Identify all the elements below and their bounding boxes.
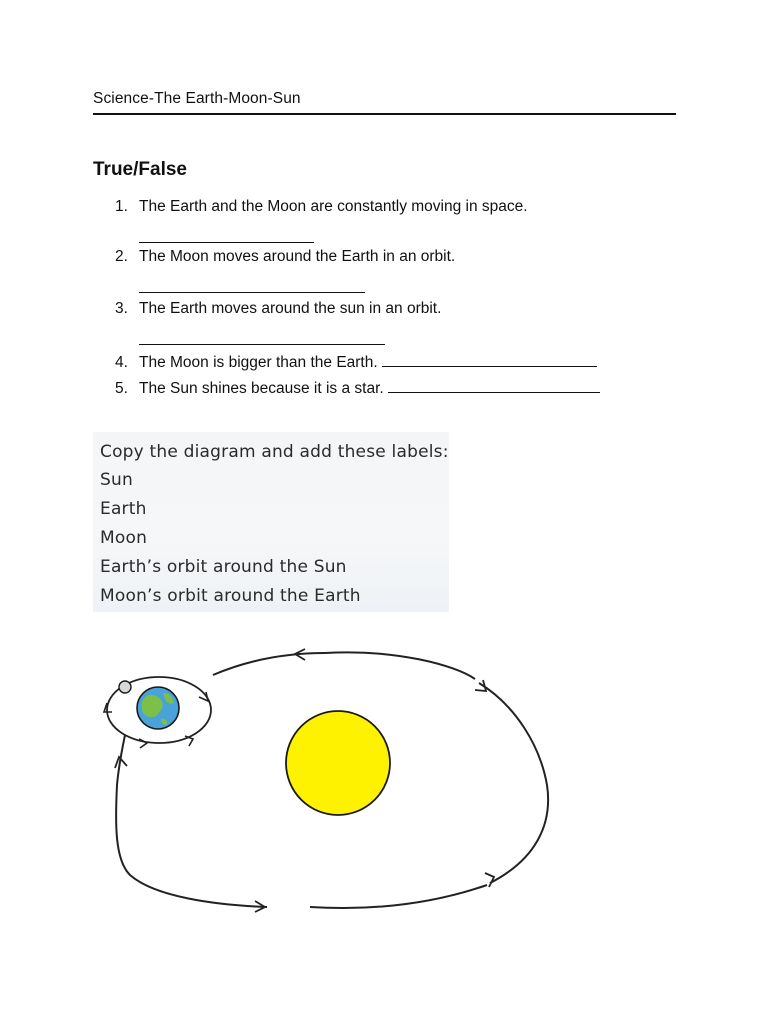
answer-blank[interactable] [139, 344, 385, 345]
question-text: The Moon moves around the Earth in an orbit. [139, 248, 456, 265]
worksheet-title: Science-The Earth-Moon-Sun [93, 90, 301, 107]
question-2 [115, 248, 455, 266]
question-text: The Moon is bigger than the Earth. [139, 354, 378, 371]
question-1 [115, 198, 528, 216]
answer-blank[interactable] [139, 242, 314, 243]
question-number: 3. [115, 300, 128, 317]
arrow-icon [115, 757, 127, 768]
sun-icon [286, 711, 390, 815]
label-option: Moon’s orbit around the Earth [100, 586, 361, 606]
answer-blank[interactable] [139, 292, 365, 293]
label-option: Earth [100, 499, 147, 519]
answer-blank[interactable] [388, 378, 600, 393]
header-divider [93, 113, 676, 115]
arrow-icon [139, 739, 147, 748]
earth-moon-sun-diagram [95, 635, 575, 935]
question-number: 5. [115, 380, 128, 397]
question-3 [115, 300, 441, 318]
label-option: Moon [100, 528, 148, 548]
instructions-heading: Copy the diagram and add these labels: [100, 442, 449, 462]
question-number: 2. [115, 248, 128, 265]
question-number: 4. [115, 354, 128, 371]
moon-icon [119, 681, 131, 693]
label-option: Earth’s orbit around the Sun [100, 557, 347, 577]
section-heading: True/False [93, 159, 187, 180]
question-4 [115, 352, 597, 372]
question-5 [115, 378, 600, 398]
earth-icon [137, 687, 179, 729]
question-text: The Earth and the Moon are constantly moving in space. [139, 198, 528, 215]
answer-blank[interactable] [382, 352, 597, 367]
question-number: 1. [115, 198, 128, 215]
arrow-icon [475, 680, 486, 691]
question-text: The Earth moves around the sun in an orbit. [139, 300, 442, 317]
label-option: Sun [100, 470, 133, 490]
question-text: The Sun shines because it is a star. [139, 380, 384, 397]
